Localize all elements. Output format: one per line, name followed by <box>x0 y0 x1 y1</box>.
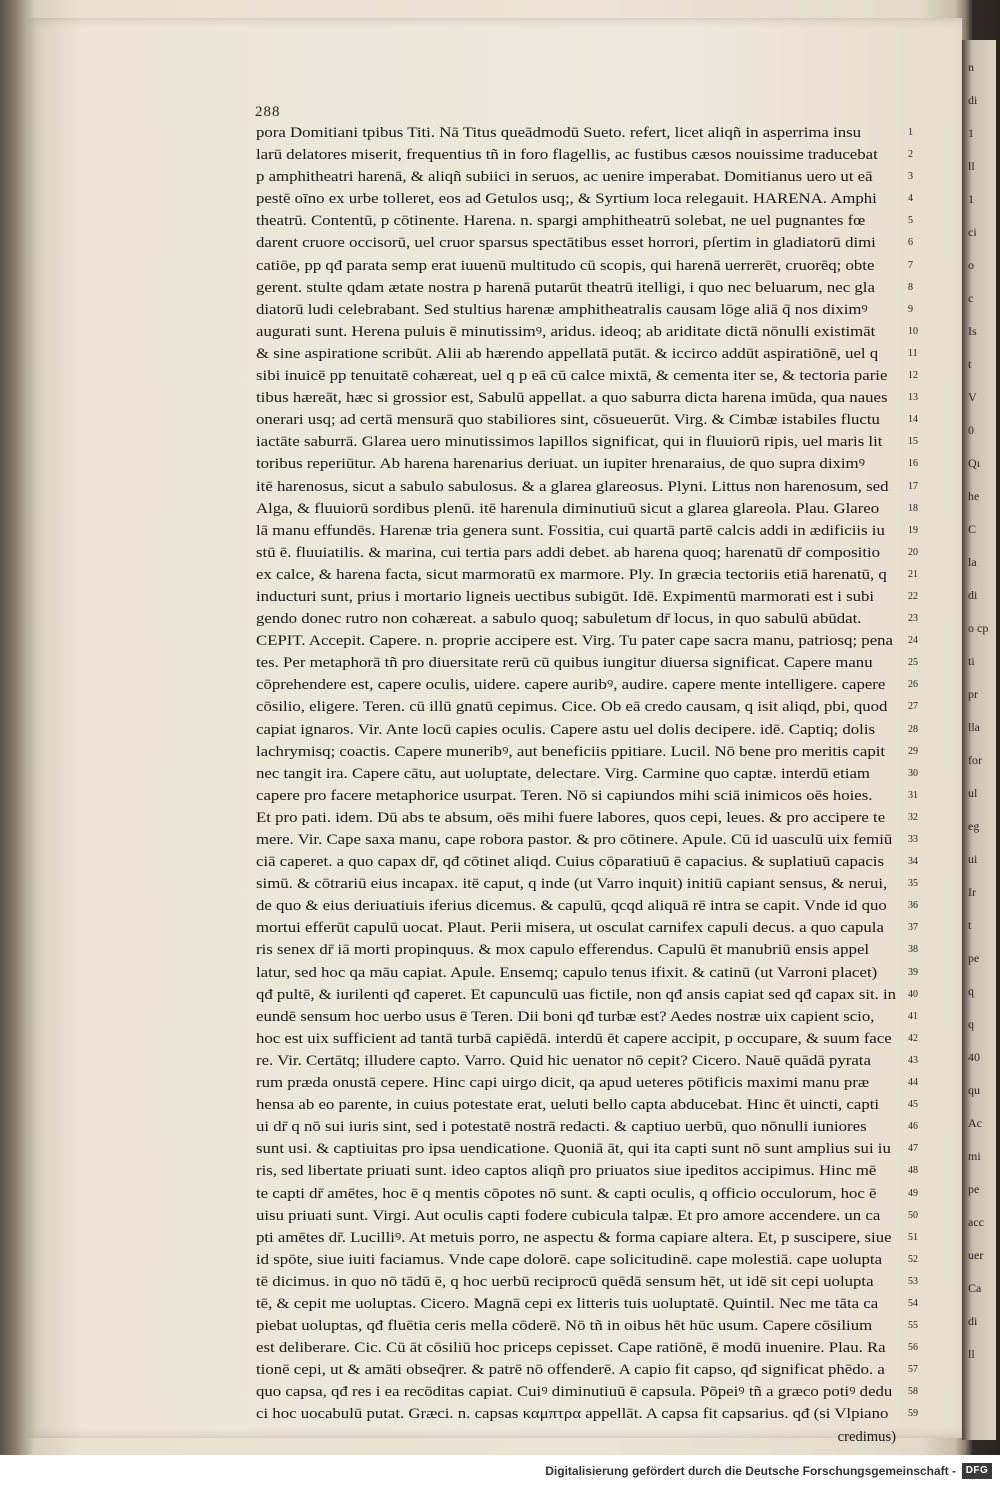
text-line <box>256 564 896 586</box>
text-line-content: theatrū. Contentū, p cōtinente. Harena. n. spargi amphitheatrū solebat, ne uel pugnantes fœ <box>256 213 866 230</box>
text-line-content: tionē cepi, ut & amāti obseq̄rer. & patrē nō offenderē. A capio fit capso, qđ significat phēdo. a <box>256 1362 885 1379</box>
next-page-fragment: mi <box>968 1149 981 1163</box>
text-line <box>256 1293 896 1315</box>
text-line-content: tibus hæreāt, hæc si grossior est, Sabulū appellat. a quo saburra dicta harena imūda, qua naues <box>256 390 888 407</box>
text-line <box>256 807 896 829</box>
next-page-fragment: C <box>968 522 977 536</box>
text-block <box>256 122 896 1448</box>
text-line-content: te capti dr̄ amētes, hoc ē q mentis cōpotes nō sunt. & capti oculis, q officio occulorum, hoc ē <box>256 1185 877 1202</box>
text-line-content: onerari usq; ad certā mensurā quo stabiliores sint, cōsueuerūt. Virg. & Cimbæ istabiles fluctu <box>256 412 880 429</box>
line-number: 26 <box>908 679 918 691</box>
dfg-logo: DFG <box>962 1463 992 1479</box>
line-number: 40 <box>908 988 918 1000</box>
line-number: 10 <box>908 325 918 337</box>
line-number: 43 <box>908 1054 918 1066</box>
line-number: 7 <box>908 259 913 271</box>
text-line <box>256 1315 896 1337</box>
text-line <box>256 1094 896 1116</box>
text-line <box>256 630 896 652</box>
text-line-content: sunt usi. & captiuitas pro ipsa uendicatione. Quoniā āt, qui ita capti sunt nō sunt amplius sui iu <box>256 1141 891 1158</box>
line-number: 20 <box>908 546 918 558</box>
line-number: 33 <box>908 834 918 845</box>
text-line-content: mere. Vir. Cape saxa manu, cape robora pastor. & pro cōtinere. Apule. Cū id uasculū uix femiū <box>256 832 893 848</box>
text-line <box>256 321 896 343</box>
text-line-content: sibi inuicē pp tenuitatē cohæreat, uel q p eā cū calce mixtā, & cementa iter se, & tectoria parie <box>256 368 888 385</box>
text-line <box>256 1028 896 1050</box>
text-line <box>256 962 896 984</box>
text-line-content: piebat uoluptas, qđ fluētia ceris mella cōderē. Nō tñ in oibus hēt hūc usum. Capere cōsilium <box>256 1318 873 1335</box>
text-line-content: eundē sensum hoc uerbo usus ē Teren. Dii boni qđ turbæ est? Aedes nostræ uix capient scio, <box>256 1008 875 1025</box>
text-line-content: id spōte, siue iuiti faciamus. Vnde cape dolorē. cape solicitudinē. cape molestiā. cape uolupta <box>256 1251 883 1268</box>
text-line <box>256 431 896 453</box>
line-number: 51 <box>908 1231 918 1243</box>
text-line <box>256 343 896 365</box>
line-number: 25 <box>908 657 918 669</box>
text-line <box>256 785 896 807</box>
text-line <box>256 1403 896 1425</box>
next-page-fragment: Ir <box>968 885 976 899</box>
text-line <box>256 520 896 542</box>
line-number: 11 <box>908 347 918 359</box>
text-line <box>256 939 896 961</box>
text-line-content: gerent. stulte qdam ætate nostra p harenā putarūt theatrū itelligi, i quo nec beluarum, nec gla <box>256 279 875 296</box>
catchword-line <box>256 1426 896 1448</box>
text-line <box>256 763 896 785</box>
next-page-fragment: di <box>968 93 978 107</box>
next-page-fragment: Ac <box>968 1116 982 1130</box>
text-line <box>256 984 896 1006</box>
line-number: 52 <box>908 1253 918 1265</box>
line-number: 5 <box>908 215 913 227</box>
text-line <box>256 409 896 431</box>
text-line-content: hensa ab eo parente, in cuius potestate erat, ueluti bello capta abducebat. Hinc ēt uincti, capti <box>256 1097 880 1114</box>
text-line <box>256 365 896 387</box>
next-page-fragment: acc <box>968 1215 984 1229</box>
line-number: 58 <box>908 1386 918 1398</box>
text-line <box>256 608 896 630</box>
next-page-fragment: ui <box>968 852 978 866</box>
line-number: 30 <box>908 767 918 779</box>
line-number: 53 <box>908 1275 918 1287</box>
text-line-content: augurati sunt. Herena puluis ē minutissimꝰ, aridus. ideoq; ab ariditate dictā nōnulli existimāt <box>256 323 876 340</box>
footer-bar <box>0 1455 1000 1487</box>
text-line <box>256 696 896 718</box>
line-number: 14 <box>908 414 918 426</box>
line-number: 4 <box>908 193 913 205</box>
text-line <box>256 895 896 917</box>
line-number: 41 <box>908 1010 918 1022</box>
next-page-fragment: eg <box>968 819 980 833</box>
next-page-fragment: t <box>968 357 972 371</box>
line-number: 46 <box>908 1121 918 1133</box>
text-line-content: lā manu effundēs. Harenæ tria genera sunt. Fossitia, cui quartā partē calcis addi in ædificiis iu <box>256 522 885 539</box>
text-line-content: tes. Per metaphorā tñ pro diuersitate rerū cū quibus iungitur diuersa significat. Capere manu <box>256 655 873 672</box>
text-line-content: Et pro pati. idem. Dū abs te absum, oēs mihi fuere labores, quos cepi, leues. & pro accipere te <box>256 809 886 826</box>
line-number: 37 <box>908 922 918 934</box>
next-page-fragment: pe <box>968 1182 980 1196</box>
next-page-fragment: c <box>968 291 974 305</box>
next-page-fragment: o cp <box>968 621 989 635</box>
next-page-fragment: n <box>968 60 974 74</box>
text-line-content: ciā caperet. a quo capax dr̄, qđ cōtinet aliqd. Cuius cōparatiuū ē capacius. & suplatiuū capacis <box>256 854 884 871</box>
text-line <box>256 851 896 873</box>
text-line <box>256 166 896 188</box>
text-line-content: inducturi sunt, prius i mortario ligneis uectibus subigūt. Idē. Expimentū marmorati est i subi <box>256 588 875 605</box>
text-line-content: capiat ignaros. Vir. Ante locū capies oculis. Capere astu uel dolis decipere. idē. Captiq; dolis <box>256 721 876 738</box>
next-page-fragment: Is <box>968 324 977 338</box>
text-line-content: CEPIT. Accepit. Capere. n. proprie accipere est. Virg. Tu pater cape sacra manu, patriosq; pena <box>256 633 893 650</box>
next-page-fragment: lla <box>968 720 980 734</box>
line-number: 31 <box>908 789 918 801</box>
next-page-fragment: ll <box>968 1347 975 1361</box>
next-page-fragment: ll <box>968 159 975 173</box>
text-line <box>256 1116 896 1138</box>
text-line <box>256 1072 896 1094</box>
line-number: 36 <box>908 900 918 912</box>
line-number: 28 <box>908 723 918 735</box>
line-number: 44 <box>908 1077 918 1089</box>
next-page-fragment: di <box>968 588 978 602</box>
text-line <box>256 1183 896 1205</box>
next-page-fragment: for <box>968 753 982 767</box>
text-line <box>256 674 896 696</box>
text-line-content: est deliberare. Cic. Cū āt cōsiliū hoc priceps cepisset. Cape ratiōnē, ē modū inuenire. Plau. Ra <box>256 1340 886 1357</box>
text-line <box>256 498 896 520</box>
text-line-content: tē dicimus. in quo nō tādū ē, q hoc uerbū reciprocū quēdā sensum hēt, ut idē sit cepi uolupta <box>256 1273 874 1290</box>
line-number: 49 <box>908 1187 918 1199</box>
text-line <box>256 586 896 608</box>
line-number: 12 <box>908 370 918 382</box>
line-number: 24 <box>908 635 918 647</box>
line-number: 6 <box>908 237 913 249</box>
next-page-fragment: uer <box>968 1248 984 1262</box>
text-line-content: larū delatores miserit, frequentius tñ in foro flagellis, ac fustibus cæsos nouissime traducebat <box>256 147 878 164</box>
next-page-edge <box>962 40 996 1440</box>
line-number: 27 <box>908 701 918 713</box>
line-number: 32 <box>908 811 918 823</box>
text-line <box>256 1138 896 1160</box>
next-page-fragment: q <box>968 984 974 998</box>
next-page-fragment: ci <box>968 225 977 239</box>
next-page-fragment: 0 <box>968 423 974 437</box>
next-page-fragment: 1 <box>968 126 974 140</box>
line-number: 55 <box>908 1320 918 1332</box>
next-page-fragment: Qı <box>968 456 980 470</box>
text-line <box>256 1359 896 1381</box>
line-number: 47 <box>908 1143 918 1155</box>
text-line <box>256 476 896 498</box>
text-line <box>256 1050 896 1072</box>
text-line-content: ris, sed libertate priuati sunt. ideo captos aliqñ pro priuatos siue ipeditos accipimus. Hinc mē <box>256 1163 877 1180</box>
text-line-content: & sine aspiratione scribūt. Alii ab hærendo appellatā putāt. & iccirco addūt aspiratiōnē, uel q <box>256 345 879 362</box>
text-line-content: pestē oīno ex urbe tolleret, eos ad Getulos usq;, & Syrtium loca relegauit. HARENA. Amphi <box>256 191 877 208</box>
text-line-content: qđ pultē, & iurilenti qđ caperet. Et capunculū uas fictile, non qđ ansis capiat sed qđ capax sit. in <box>256 986 896 1003</box>
line-number: 29 <box>908 745 918 757</box>
text-line <box>256 210 896 232</box>
text-line-content: cōprehendere est, capere oculis, uidere. capere auribꝰ, audire. capere mente intelligere. capere <box>256 677 886 694</box>
line-number: 48 <box>908 1165 918 1177</box>
text-line <box>256 1006 896 1028</box>
text-line-content: re. Vir. Certātq; illudere capto. Varro. Quid hic uenator nō cepit? Cicero. Nauē quādā pyrata <box>256 1052 871 1069</box>
text-line <box>256 1249 896 1271</box>
text-line-content: rum præda onustā cepere. Hinc capi uirgo dicit, qa apud ueteres pōtificis maximi manu præ <box>256 1075 870 1092</box>
line-number: 56 <box>908 1342 918 1354</box>
text-line-content: hoc est uix sufficient ad tantā turbā capiēdā. interdū ēt capere accipit, p occupare, & suum face <box>256 1030 892 1047</box>
text-line-content: stū ē. fluuiatilis. & marina, cui tertia pars addi debet. ab harena quoq; harenatū dr̄ compositio <box>256 544 881 561</box>
line-number: 38 <box>908 944 918 956</box>
text-line <box>256 387 896 409</box>
line-number: 15 <box>908 436 918 448</box>
text-line <box>256 1271 896 1293</box>
catchword: credimus) <box>837 1428 896 1445</box>
text-line-content: itē harenosus, sicut a sabulo sabulosus. & a glarea glareosus. Plyni. Littus non harenosum, sed <box>256 478 889 495</box>
text-line-content: ex calce, & harena facta, sicut marmoratū ex marmore. Ply. In græcia tectoriis etiā harenatū, q <box>256 566 887 583</box>
line-number: 16 <box>908 458 918 470</box>
line-number-column <box>908 122 932 1426</box>
text-line <box>256 917 896 939</box>
text-line <box>256 652 896 674</box>
text-line-content: pti amētes dr̄. Lucilliꝰ. At metuis porro, ne aspectu & forma capiare altera. Et, p suscipere, siue <box>256 1229 892 1246</box>
line-number: 42 <box>908 1032 918 1044</box>
text-line <box>256 1381 896 1403</box>
next-page-fragment: di <box>968 1314 978 1328</box>
next-page-fragment: 40 <box>968 1050 980 1064</box>
text-line <box>256 1205 896 1227</box>
line-number: 59 <box>908 1408 918 1420</box>
line-number: 35 <box>908 878 918 890</box>
text-line-content: cōsilio, eligere. Teren. cū illū gnatū cepimus. Cice. Ob eā credo causam, q isit aliqd, pbi, quod <box>256 699 888 716</box>
text-line-content: capere pro facere metaphorice usurpat. Teren. Nō si capiundos mihi sciā inimicos oēs hoies. <box>256 787 873 804</box>
line-number: 13 <box>908 392 918 404</box>
text-line <box>256 873 896 895</box>
page-number: 288 <box>255 104 281 120</box>
next-page-fragment: qu <box>968 1083 980 1097</box>
line-number: 54 <box>908 1297 918 1309</box>
text-line-content: mortui efferūt capulū uocat. Plaut. Perii misera, ut osculat carnifex capuli decus. a quo capula <box>256 920 884 937</box>
line-number: 3 <box>908 171 913 183</box>
next-page-fragment: q <box>968 1017 974 1031</box>
line-number: 39 <box>908 966 918 978</box>
text-line-content: diatorū ludi celebrabant. Sed stultius harenæ amphitheatralis causam lōge aliā q̄ nos diximꝰ <box>256 301 868 318</box>
line-number: 21 <box>908 568 918 580</box>
text-line-content: nec tangit ira. Capere cātu, aut uoluptate, delectare. Virg. Carmine quo captæ. interdū etiam <box>256 765 870 782</box>
text-line-content: darent cruore occisorū, uel cruor sparsus spectātibus esset horrori, pſertim in gladiatorū dimi <box>256 235 876 252</box>
next-page-fragment: 1 <box>968 192 974 206</box>
text-line <box>256 277 896 299</box>
line-number: 57 <box>908 1364 918 1376</box>
text-line-content: pora Domitiani tpibus Titi. Nā Titus queādmodū Sueto. refert, licet aliqñ in asperrima insu <box>256 125 862 141</box>
text-line <box>256 188 896 210</box>
text-line <box>256 232 896 254</box>
line-number: 17 <box>908 480 918 492</box>
next-page-fragment: V <box>968 390 977 404</box>
text-line <box>256 453 896 475</box>
line-number: 19 <box>908 524 918 536</box>
text-line-content: simū. & cōtrariū eius incapax. itē caput, q inde (ut Varro inquit) initiū capiant sensus, & nerui, <box>256 876 888 893</box>
line-number: 50 <box>908 1209 918 1221</box>
text-line-content: uisu priuati sunt. Virgi. Aut oculis capti fodere cubicula talpæ. Et pro amore accendere. un ca <box>256 1207 881 1224</box>
text-line <box>256 741 896 763</box>
text-line-content: latur, sed hoc qa māu capiat. Apule. Ensemq; capulo tenus ifixit. & catinū (ut Varroni placet) <box>256 964 878 981</box>
line-number: 18 <box>908 502 918 514</box>
text-line-content: catiōe, pp qđ parata semp erat iuuenū multitudo cū scopis, qui harenā uerrerēt, cruorēq; obte <box>256 257 875 274</box>
line-number: 9 <box>908 303 913 315</box>
line-number: 45 <box>908 1099 918 1111</box>
text-line <box>256 719 896 741</box>
next-page-fragment: t <box>968 918 972 932</box>
text-line-content: Alga, & fluuiorū sordibus plenū. itē harenula diminutiuū sicut a glarea glareola. Plau. Glareo <box>256 500 880 517</box>
text-line-content: lachrymisq; coactis. Capere muneribꝰ, aut beneficiis ppitiare. Lucil. Nō bene pro meritis capit <box>256 743 886 760</box>
text-line-content: gendo donec rutro non cohæreat. a sabulo quoq; sabuletum dr̄ locus, in quo sabulū abūdat. <box>256 611 862 628</box>
line-number: 2 <box>908 149 913 161</box>
line-number: 8 <box>908 281 913 293</box>
text-line-content: de quo & eius deriuatiuis iferius dicemus. & capulū, qcqd aliquā rē intra se capit. Vnde id quo <box>256 898 887 915</box>
line-number: 34 <box>908 856 918 868</box>
next-page-fragment: he <box>968 489 980 503</box>
next-page-fragment: pr <box>968 687 978 701</box>
text-line <box>256 255 896 277</box>
text-line-content: toribus reperiūtur. Ab harena harenarius deriuat. un iupiter hrenaraius, de quo supra diximꝰ <box>256 456 866 473</box>
text-line-content: iactāte saburrā. Glarea uero minutissimos lapillos significat, qui in fluuiorū ripis, uel maris lit <box>256 434 883 451</box>
next-page-fragment: la <box>968 555 977 569</box>
line-number: 1 <box>908 127 913 138</box>
line-number: 23 <box>908 613 918 625</box>
next-page-fragment: ti <box>968 654 975 668</box>
text-line-content: ci hoc uocabulū putat. Græci. n. capsas καμπτρα appellāt. A capsa fit capsarius. qđ (si Vlpiano <box>256 1406 889 1423</box>
text-line <box>256 144 896 166</box>
footer-credit: Digitalisierung gefördert durch die Deutsche Forschungsgemeinschaft - <box>545 1464 956 1478</box>
text-line <box>256 542 896 564</box>
text-line <box>256 829 896 851</box>
text-line-content: quo capsa, qđ res i ea recōditas capiat. Cuiꝰ diminutiuū ē capsula. Pōpeiꝰ tñ a græco potiꝰ dedu <box>256 1384 893 1401</box>
next-page-fragment: ul <box>968 786 978 800</box>
text-line <box>256 299 896 321</box>
text-line-content: p amphitheatri harenā, & aliqñ subiici in seruos, ac uenire imperabat. Domitianus uero ut eā <box>256 169 873 186</box>
next-page-fragment: pe <box>968 951 980 965</box>
text-line <box>256 1227 896 1249</box>
text-line-content: ris senex dr̄ iā morti propinquus. & mox capulo efferendus. Capulū ēt manubriū ensis appel <box>256 942 870 959</box>
line-number: 22 <box>908 590 918 602</box>
text-line <box>256 1160 896 1182</box>
text-line-content: tē, & cepit me uoluptas. Cicero. Magnā cepi ex litteris tuis uoluptatē. Quintil. Nec me tāta ca <box>256 1295 879 1312</box>
text-line <box>256 122 896 144</box>
text-line <box>256 1337 896 1359</box>
text-line-content: ui dr̄ q nō sui iuris sint, sed i potestatē nostrā redacti. & captiuo uerbū, quo nōnulli iuniores <box>256 1119 867 1136</box>
next-page-fragment: Ca <box>968 1281 982 1295</box>
next-page-fragment: o <box>968 258 974 272</box>
